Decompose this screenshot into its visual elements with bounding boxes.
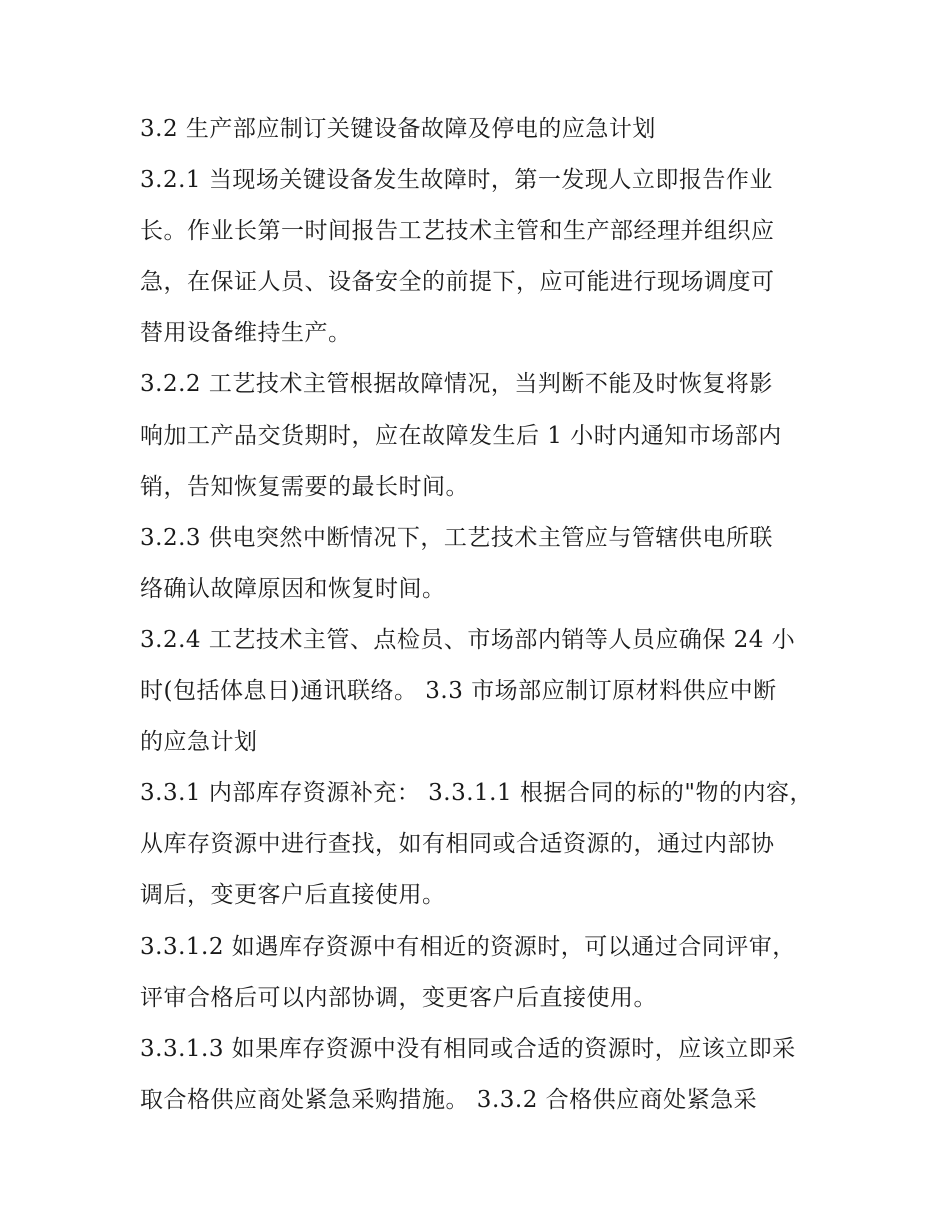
text-line: 急，在保证人员、设备安全的前提下，应可能进行现场调度可 bbox=[140, 269, 775, 296]
text-line: 评审合格后可以内部协调，变更客户后直接使用。 bbox=[140, 984, 657, 1011]
text-line: 调后，变更客户后直接使用。 bbox=[140, 882, 446, 909]
text-line: 取合格供应商处紧急采购措施。 3.3.2 合格供应商处紧急采 bbox=[140, 1086, 758, 1113]
text-line: 销，告知恢复需要的最长时间。 bbox=[140, 473, 469, 500]
text-line: 从库存资源中进行查找，如有相同或合适资源的，通过内部协 bbox=[140, 831, 775, 858]
text-line: 络确认故障原因和恢复时间。 bbox=[140, 575, 446, 602]
text-line: 的应急计划 bbox=[140, 729, 258, 756]
text-line: 3.3.1 内部库存资源补充： 3.3.1.1 根据合同的标的"物的内容， bbox=[140, 780, 814, 807]
text-line: 长。作业长第一时间报告工艺技术主管和生产部经理并组织应 bbox=[140, 218, 775, 245]
document-body bbox=[140, 104, 820, 1126]
text-line: 3.2.4 工艺技术主管、点检员、市场部内销等人员应确保 24 小 bbox=[140, 626, 796, 653]
text-line: 3.2.2 工艺技术主管根据故障情况，当判断不能及时恢复将影 bbox=[140, 371, 773, 398]
text-line: 替用设备维持生产。 bbox=[140, 320, 352, 347]
text-line: 时(包括体息日)通讯联络。 3.3 市场部应制订原材料供应中断 bbox=[140, 678, 777, 705]
text-line: 响加工产品交货期时，应在故障发生后 1 小时内通知市场部内 bbox=[140, 422, 782, 449]
text-line: 3.2.3 供电突然中断情况下，工艺技术主管应与管辖供电所联 bbox=[140, 524, 773, 551]
text-line: 3.2 生产部应制订关键设备故障及停电的应急计划 bbox=[140, 116, 656, 142]
text-line: 3.3.1.3 如果库存资源中没有相同或合适的资源时，应该立即采 bbox=[140, 1035, 796, 1062]
text-line: 3.3.1.2 如遇库存资源中有相近的资源时，可以通过合同评审， bbox=[140, 933, 796, 960]
text-line: 3.2.1 当现场关键设备发生故障时，第一发现人立即报告作业 bbox=[140, 167, 773, 194]
